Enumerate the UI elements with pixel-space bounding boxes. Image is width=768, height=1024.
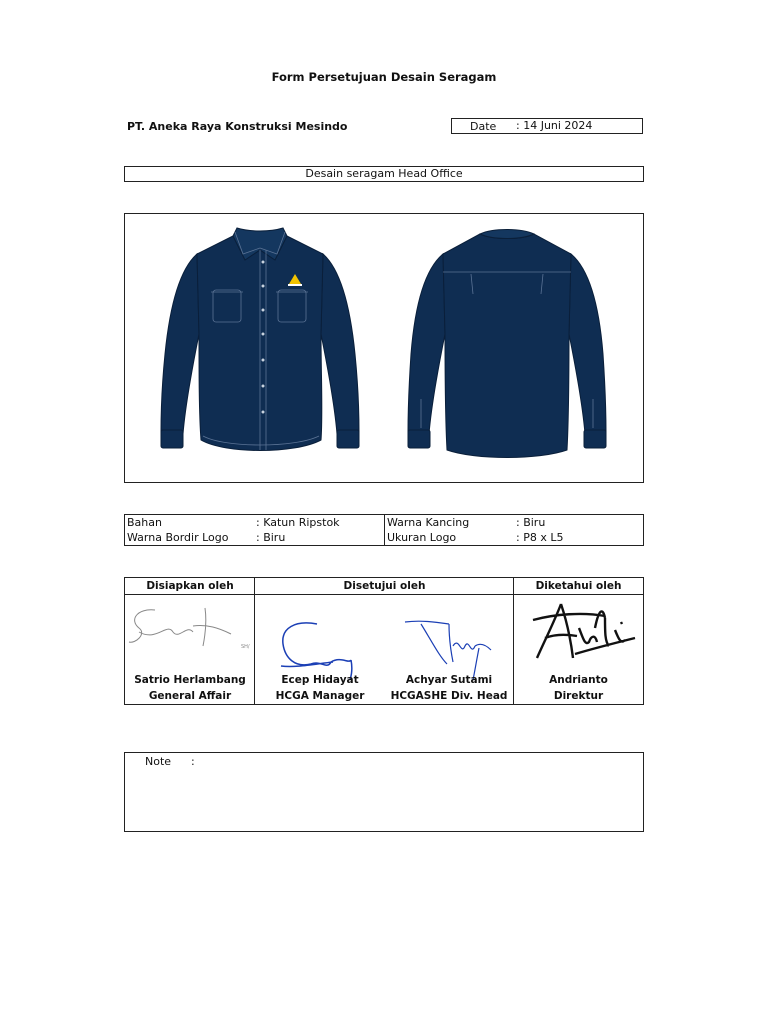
ukuran-value: : P8 x L5 <box>516 531 564 544</box>
date-label: Date <box>470 120 497 133</box>
bahan-value: : Katun Ripstok <box>256 516 340 529</box>
approved-header: Disetujui oleh <box>343 580 426 592</box>
date-value: : 14 Juni 2024 <box>516 119 593 132</box>
signature-satrio <box>127 602 253 654</box>
bordir-label: Warna Bordir Logo <box>127 531 229 544</box>
ukuran-label: Ukuran Logo <box>387 531 457 544</box>
signature-andrianto <box>525 598 641 662</box>
acknowledged-header: Diketahui oleh <box>535 580 622 592</box>
shirt-illustration <box>125 214 643 482</box>
approval-table <box>124 577 644 705</box>
spec-divider <box>384 515 385 545</box>
shirt-image-box <box>124 213 644 483</box>
signatory-role: HCGASHE Div. Head <box>390 690 508 702</box>
shirt-back <box>408 230 606 458</box>
signatory-name: Andrianto <box>549 674 608 686</box>
form-title: Form Persetujuan Desain Seragam <box>271 70 497 84</box>
signatory-role: HCGA Manager <box>275 690 365 702</box>
svg-text:SH/: SH/ <box>241 644 250 650</box>
note-box <box>124 752 644 832</box>
shirt-front <box>161 228 359 451</box>
kancing-value: : Biru <box>516 516 546 529</box>
company-name: PT. Aneka Raya Konstruksi Mesindo <box>127 120 348 133</box>
specification-table <box>124 514 644 546</box>
kancing-label: Warna Kancing <box>387 516 470 529</box>
note-colon: : <box>191 755 195 768</box>
design-title-box: Desain seragam Head Office <box>124 166 644 182</box>
bordir-value: : Biru <box>256 531 286 544</box>
prepared-header: Disiapkan oleh <box>146 580 234 592</box>
date-box <box>451 118 643 134</box>
note-label: Note <box>145 755 172 768</box>
header-divider <box>125 594 643 595</box>
signatory-name: Satrio Herlambang <box>134 674 246 686</box>
signature-ecep <box>275 616 365 680</box>
signature-achyar <box>401 616 501 680</box>
bahan-label: Bahan <box>127 516 162 529</box>
signatory-name: Ecep Hidayat <box>281 674 359 686</box>
signatory-role: Direktur <box>553 690 604 702</box>
signatory-name: Achyar Sutami <box>405 674 493 686</box>
signatory-role: General Affair <box>148 690 232 702</box>
